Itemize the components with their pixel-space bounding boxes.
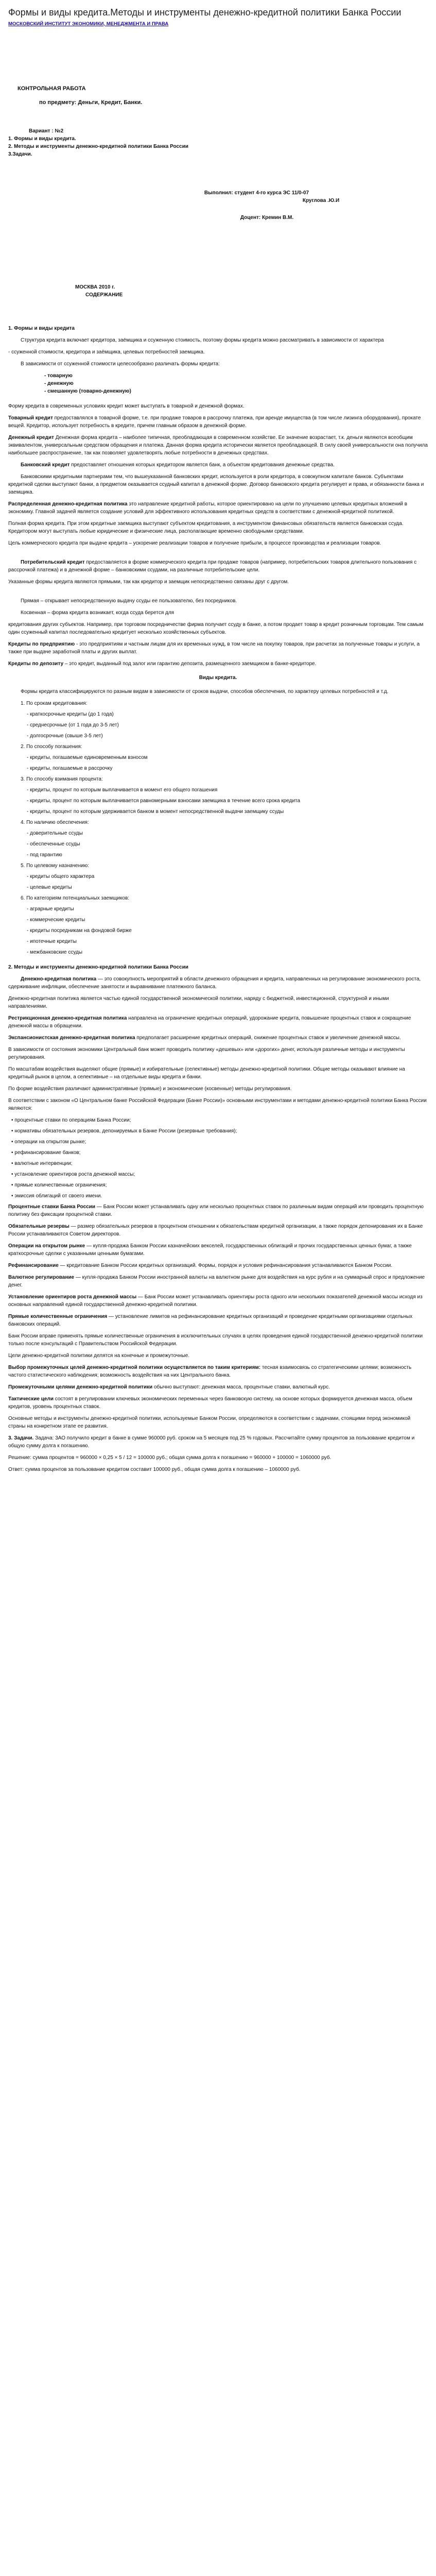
- list-item: - кредиты, процент по которым удерживается банком в момент непосредственной выдачи заемщику ссуды: [27, 809, 284, 815]
- list-item: • прямые количественные ограничения;: [11, 1182, 107, 1189]
- paragraph: [8, 558, 428, 574]
- list-item: - кредиты, процент по которым выплачивается в момент его общего погашения: [27, 787, 218, 793]
- text: предоставляется в форме коммерческого кредита при продаже товаров (например, потребительских товаров длительного пользования с рассрочкой платежа) и в денежной форме – банковскими ссудами, на различные потребительские цели.: [8, 560, 417, 573]
- list-item: • нормативы обязательных резервов, депонируемых в Банке России (резервные требования);: [11, 1128, 237, 1134]
- term: Тактические цели: [8, 1396, 54, 1402]
- list-item: • рефинансирование банков;: [11, 1150, 81, 1156]
- paragraph: По форме воздействия различают административные (прямые) и экономические (косвенные) методы регулирования.: [8, 1086, 292, 1092]
- list-item: - под гарантию: [27, 852, 62, 858]
- paragraph: [8, 1383, 428, 1391]
- term: Обязательные резервы: [8, 1224, 69, 1230]
- term: Распределенная денежно-кредитная политика: [8, 501, 128, 507]
- paragraph: Прямая – открывает непосредственную выдачу ссуды ее пользователю, без посредников.: [21, 598, 237, 604]
- paragraph: [8, 975, 428, 991]
- paragraph: [8, 1364, 428, 1379]
- text: – это кредит, выданный под залог или гарантию депозита, размещенного заемщиком в банке-кредиторе.: [63, 661, 317, 667]
- text: — Банк России может устанавливать одну или несколько процентных ставок по различным видам операций или проводить процентную политику без фиксации процентной ставки.: [8, 1204, 424, 1218]
- list-item: - коммерческие кредиты: [27, 917, 85, 923]
- list-item: - межбанковские ссуды: [27, 950, 83, 956]
- list-item: • операции на открытом рынке;: [11, 1139, 86, 1145]
- list-item: • эмиссия облигаций от своего имени.: [11, 1193, 102, 1199]
- term: Товарный кредит: [8, 415, 53, 421]
- text: тесная взаимосвязь со стратегическими целями; возможность частого статистического наблюдения; возможность воздействия на них Центрального банка.: [8, 1365, 412, 1379]
- paragraph: Полная форма кредита. При этом кредитные заемщика выступают субъектом кредитования, а инструментом финансовых обязательств является банковская ссуда. Кредитором могут выступать любые юридические и физические лица, располагающие временно свободными средствами.: [8, 521, 404, 535]
- paragraph: [8, 500, 428, 516]
- paragraph: Формы кредита классифицируются по разным видам в зависимости от сроков выдачи, способов обеспечения, по характеру целевых потребностей и т.д.: [21, 689, 389, 695]
- city-year: МОСКВА 2010 г.: [75, 284, 115, 291]
- text: — купля-продажа Банком России казначейских векселей, государственных облигаций и прочих государственных ценных бумаг, а также краткосрочные сделки с указанными ценными бумагами.: [8, 1243, 412, 1257]
- paragraph: Банк России вправе применять прямые количественные ограничения в исключительных случаях в целях проведения единой государственной денежно-кредитной политики только после консультаций с Правительством Российской Федерации.: [8, 1333, 423, 1347]
- section-1-heading: 1. Формы и виды кредита: [8, 326, 75, 332]
- term: Процентные ставки Банка России: [8, 1204, 96, 1210]
- text: предоставлялся в товарной форме, т.е. при продаже товаров в рассрочку платежа, при аренде имущества (в том числе лизинга оборудования), прокате вещей. Кредитор, использует потребность в кредите, причем главным образом в денежной форме.: [8, 415, 421, 429]
- section-2-heading: 2. Методы и инструменты денежно-кредитной политики Банка России: [8, 964, 188, 971]
- text: Задача: 3АО получило кредит в банке в сумме 960000 руб. сроком на 5 месяцев под 25 % годовых. Рассчитайте сумму процентов за пользование кредитом и общую сумму долга к погашению.: [8, 1435, 415, 1449]
- list-item: 5. По целевому назначению:: [21, 863, 89, 869]
- task-item-3: 3.Задачи.: [8, 151, 32, 158]
- text: — это совокупность мероприятий в области денежного обращения и кредита, направленных на регулирование экономического роста, сдерживание инфляции, обеспечение занятости и выравнивание платежного баланса.: [8, 976, 421, 990]
- text: — кредитование Банком России кредитных организаций. Формы, порядок и условия рефинансирования устанавливаются Банком России.: [58, 1263, 393, 1269]
- text: предполагает расширение кредитных операций, снижение процентных ставок и увеличение денежной массы.: [135, 1035, 401, 1041]
- paragraph: [8, 434, 428, 457]
- student-name: Круглова .Ю.И: [302, 198, 340, 204]
- paragraph: В зависимости от состояния экономики Центральный банк может проводить политику «дешевых» или «дорогих» денег, используя различные методы и инструменты регулирования.: [8, 1047, 405, 1061]
- list-item: • установление ориентиров роста денежной массы;: [11, 1172, 135, 1178]
- list-item: - денежную: [44, 381, 74, 387]
- list-item: • процентные ставки по операциям Банка России;: [11, 1117, 131, 1124]
- text: направлена на ограничение кредитных операций, удорожание кредита, повышение процентных ставок и сокращение денежной массы в обращении.: [8, 1015, 411, 1029]
- paragraph: [8, 1434, 428, 1450]
- institute-link[interactable]: МОСКОВСКИЙ ИНСТИТУТ ЭКОНОМИКИ, МЕНЕДЖМЕНТА И ПРАВА: [8, 21, 169, 27]
- term: Банковский кредит: [21, 462, 70, 468]
- work-type-heading: КОНТРОЛЬНАЯ РАБОТА: [18, 86, 86, 92]
- list-item: • валютные интервенции;: [11, 1161, 73, 1167]
- text: — размер обязательных резервов в процентном отношении к обязательствам кредитной организации, а также порядок депонирования их в Банке России устанавливаются Советом директоров.: [8, 1224, 423, 1238]
- term: Кредиты по депозиту: [8, 661, 64, 667]
- task-item-1: 1. Формы и виды кредита.: [8, 136, 76, 142]
- term: Промежуточными целями денежно-кредитной политики: [8, 1384, 153, 1391]
- contents-heading: СОДЕРЖАНИЕ: [85, 292, 123, 298]
- text: предоставляет отношения которых кредитором является банк, а объектом кредитования денежные средства.: [69, 462, 335, 468]
- paragraph: [8, 1203, 428, 1218]
- paragraph: [8, 1242, 428, 1258]
- text: состоят в регулировании ключевых экономических переменных через банковскую систему, на основе которых формируется денежная масса, объем кредитов, уровень процентных ставок.: [8, 1396, 412, 1410]
- paragraph: [8, 1395, 428, 1411]
- text: — Банк России может устанавливать ориентиры роста одного или нескольких показателей денежной массы исходя из основных направлений единой государственной денежно-кредитной политики.: [8, 1294, 423, 1308]
- term: Рефинансирование: [8, 1263, 59, 1269]
- paragraph: [8, 1313, 428, 1328]
- list-item: - доверительные ссуды: [27, 831, 83, 837]
- instruments-list: [8, 1116, 428, 1200]
- paragraph: [8, 461, 428, 469]
- paragraph: [8, 1014, 428, 1030]
- paragraph: [8, 660, 428, 668]
- list-item: - среднесрочные (от 1 года до 3-5 лет): [27, 722, 119, 728]
- text: — установление лимитов на рефинансирование кредитных организаций и проведение кредитными организациями отдельных банковских операций.: [8, 1314, 413, 1328]
- list-item: - обеспеченные ссуды: [27, 841, 80, 848]
- term: Кредиты по предприятию: [8, 641, 75, 648]
- paragraph: [8, 1034, 428, 1042]
- list-item: - смешанную (товарно-денежную): [44, 388, 131, 395]
- list-item: - кредиты посредникам на фондовой бирже: [27, 928, 132, 934]
- list-item: - долгосрочные (свыше 3-5 лет): [27, 733, 103, 739]
- list-item: - товарную: [44, 373, 73, 379]
- document-title: Формы и виды кредита.Методы и инструменты денежно-кредитной политики Банка России: [8, 7, 402, 18]
- list-item: - целевые кредиты: [27, 885, 72, 891]
- paragraph: [8, 640, 428, 656]
- paragraph: Косвенная – форма кредита возникает, когда ссуда берется для: [21, 610, 175, 616]
- paragraph: [8, 1293, 428, 1309]
- paragraph: - ссуженной стоимости, кредитора и заёмщика, целевых потребностей заемщика.: [8, 349, 205, 355]
- paragraph: В зависимости от ссуженной стоимости целесообразно различать формы кредита:: [21, 361, 220, 367]
- paragraph: Денежно-кредитная политика является частью единой государственной экономической политики, наряду с бюджетной, инвестиционной, структурной и иными направлениями.: [8, 996, 389, 1010]
- term: Денежный кредит: [8, 435, 54, 441]
- paragraph: [8, 414, 428, 430]
- text: это направление кредитной работы, которое ориентировано на цели по улучшению целевых кредитных вложений в экономику. Главной задачей является создание условий для эффективного использования кредитных средств в соответствии с денежной-кредитной политикой.: [8, 501, 408, 515]
- list-item: - кредиты, погашаемые в рассрочку: [27, 766, 113, 772]
- list-item: 1. По срокам кредитования:: [21, 701, 88, 707]
- forms-list: [44, 372, 428, 395]
- list-item: 6. По категориям потенциальных заемщиков:: [21, 895, 130, 902]
- paragraph: Цели денежно-кредитной политики делятся на конечные и промежуточные.: [8, 1353, 190, 1359]
- text: — купля-продажа Банком России иностранной валюты на валютном рынке для воздействия на курс рубля и на суммарный спрос и предложение денег.: [8, 1275, 425, 1289]
- term: Выбор промежуточных целей денежно-кредитной политики осуществляется по таким критериям:: [8, 1365, 261, 1371]
- list-item: - кредиты, погашаемые единовременным взносом: [27, 755, 148, 761]
- term: 3. Задачи.: [8, 1435, 34, 1442]
- paragraph: [8, 1223, 428, 1238]
- paragraph: [8, 1262, 428, 1269]
- subject-heading: по предмету: Деньги, Кредит, Банки.: [39, 99, 143, 106]
- paragraph: [8, 1274, 428, 1289]
- paragraph: Форму кредита в современных условиях кредит может выступать в товарной и денежной формах.: [8, 403, 245, 410]
- author-block: [8, 189, 428, 222]
- paragraph: Решение: сумма процентов = 960000 × 0,25 × 5 / 12 = 100000 руб.; общая сумма долга к погашению = 960000 + 100000 = 1060000 руб.: [8, 1455, 332, 1461]
- list-item: 4. По наличию обеспечения:: [21, 820, 89, 826]
- term: Прямые количественные ограничения: [8, 1314, 108, 1320]
- paragraph: Банковскими кредитными партнерами тем, что вышеуказанной банковских кредит, используется в роли кредитора, в совокупном капитале банков. Субъектами кредитной сделки выступают банки, а предметом оказывается ссудный капитал в денежной форме. Договор банковского кредита регулирует и права, и обязанности банка и заемщика.: [8, 474, 424, 496]
- text: обычно выступают: денежная масса, процентные ставки, валютный курс.: [152, 1384, 330, 1391]
- performed-by: Выполнил: студент 4-го курса ЭС 11/0-07: [204, 190, 309, 196]
- paragraph: В соответствии с законом «О Центральном банке Российской Федерации (Банке России)» основными инструментами и методами денежно-кредитной политики Банка России являются:: [8, 1098, 427, 1112]
- text: - это предприятиям и частным лицам для их временных нужд, в том числе на покупку товаров, при расчетах за полученные товары и услуги, а также при выдаче заработной платы и других выплат.: [8, 641, 420, 655]
- text: Денежная форма кредита – наиболее типичная, преобладающая в современном хозяйстве. Ее значение возрастает, т.к. деньги являются всеобщим эквивалентом, универсальным средством обращения и платежа. Данная форма кредита исторически является преобладающей. В силу своей универсальности она получила наибольшее распространение, так как позволяет удовлетворять любые потребности в денежных средствах.: [8, 435, 428, 456]
- term: Валютное регулирование: [8, 1275, 75, 1281]
- variant-label: Вариант : №2: [29, 128, 64, 134]
- list-item: - ипотечные кредиты: [27, 939, 77, 945]
- term: Операции на открытом рынке: [8, 1243, 85, 1249]
- list-item: - аграрные кредиты: [27, 906, 74, 912]
- term: Установление ориентиров роста денежной массы: [8, 1294, 137, 1300]
- paragraph: По масштабам воздействия выделяют общие (прямые) и избирательные (селективные) методы денежно-кредитной политики. Общие методы оказывают влияние на кредитный рынок в целом, а селективные – на отдельные виды кредита и банки.: [8, 1066, 405, 1080]
- term: Рестрикционная денежно-кредитная политика: [8, 1015, 127, 1022]
- term: Потребительский кредит: [21, 560, 85, 566]
- paragraph: Структура кредита включает кредитора, заёмщика и ссуженную стоимость, поэтому формы кредита можно рассматривать в зависимости от характера: [21, 337, 384, 344]
- list-item: 2. По способу погашения:: [21, 744, 82, 750]
- paragraph: Цель коммерческого кредита при выдаче кредита – ускорение реализации товаров и получение прибыли, в процессе производства и реализации товаров.: [8, 540, 381, 547]
- term: Денежно-кредитная политика: [21, 976, 97, 982]
- teacher-name: Доцент: Кремин В.М.: [240, 215, 294, 221]
- paragraph: Указанные формы кредита являются прямыми, так как кредитор и заемщик непосредственно связаны друг с другом.: [8, 579, 289, 585]
- list-item: - краткосрочные кредиты (до 1 года): [27, 711, 114, 718]
- term: Экспансионистская денежно-кредитная политика: [8, 1035, 135, 1041]
- task-item-2: 2. Методы и инструменты денежно-кредитной политики Банка России: [8, 144, 188, 150]
- paragraph: Основные методы и инструменты денежно-кредитной политики, используемые Банком России, определяются в соответствии с задачами, стоящими перед экономикой страны на конкретном этапе ее развития.: [8, 1416, 411, 1430]
- list-item: - кредиты общего характера: [27, 874, 95, 880]
- list-item: 3. По способу взимания процента:: [21, 776, 103, 783]
- paragraph: Ответ: сумма процентов за пользование кредитом составит 100000 руб., общая сумма долга к погашению – 1060000 руб.: [8, 1467, 301, 1473]
- list-item: - кредиты, процент по которым выплачивается равномерными взносами заемщика в течение всего срока кредита: [27, 798, 301, 804]
- kinds-heading: Виды кредита.: [199, 675, 237, 681]
- paragraph: кредитования других субъектов. Например, при торговом посредничестве фирма получает ссуду в банке, а потом продает товар в кредит розничным торговцам. Тем самым один ссуженный капитал последовательно кредитует несколько хозяйственных субъектов.: [8, 622, 424, 636]
